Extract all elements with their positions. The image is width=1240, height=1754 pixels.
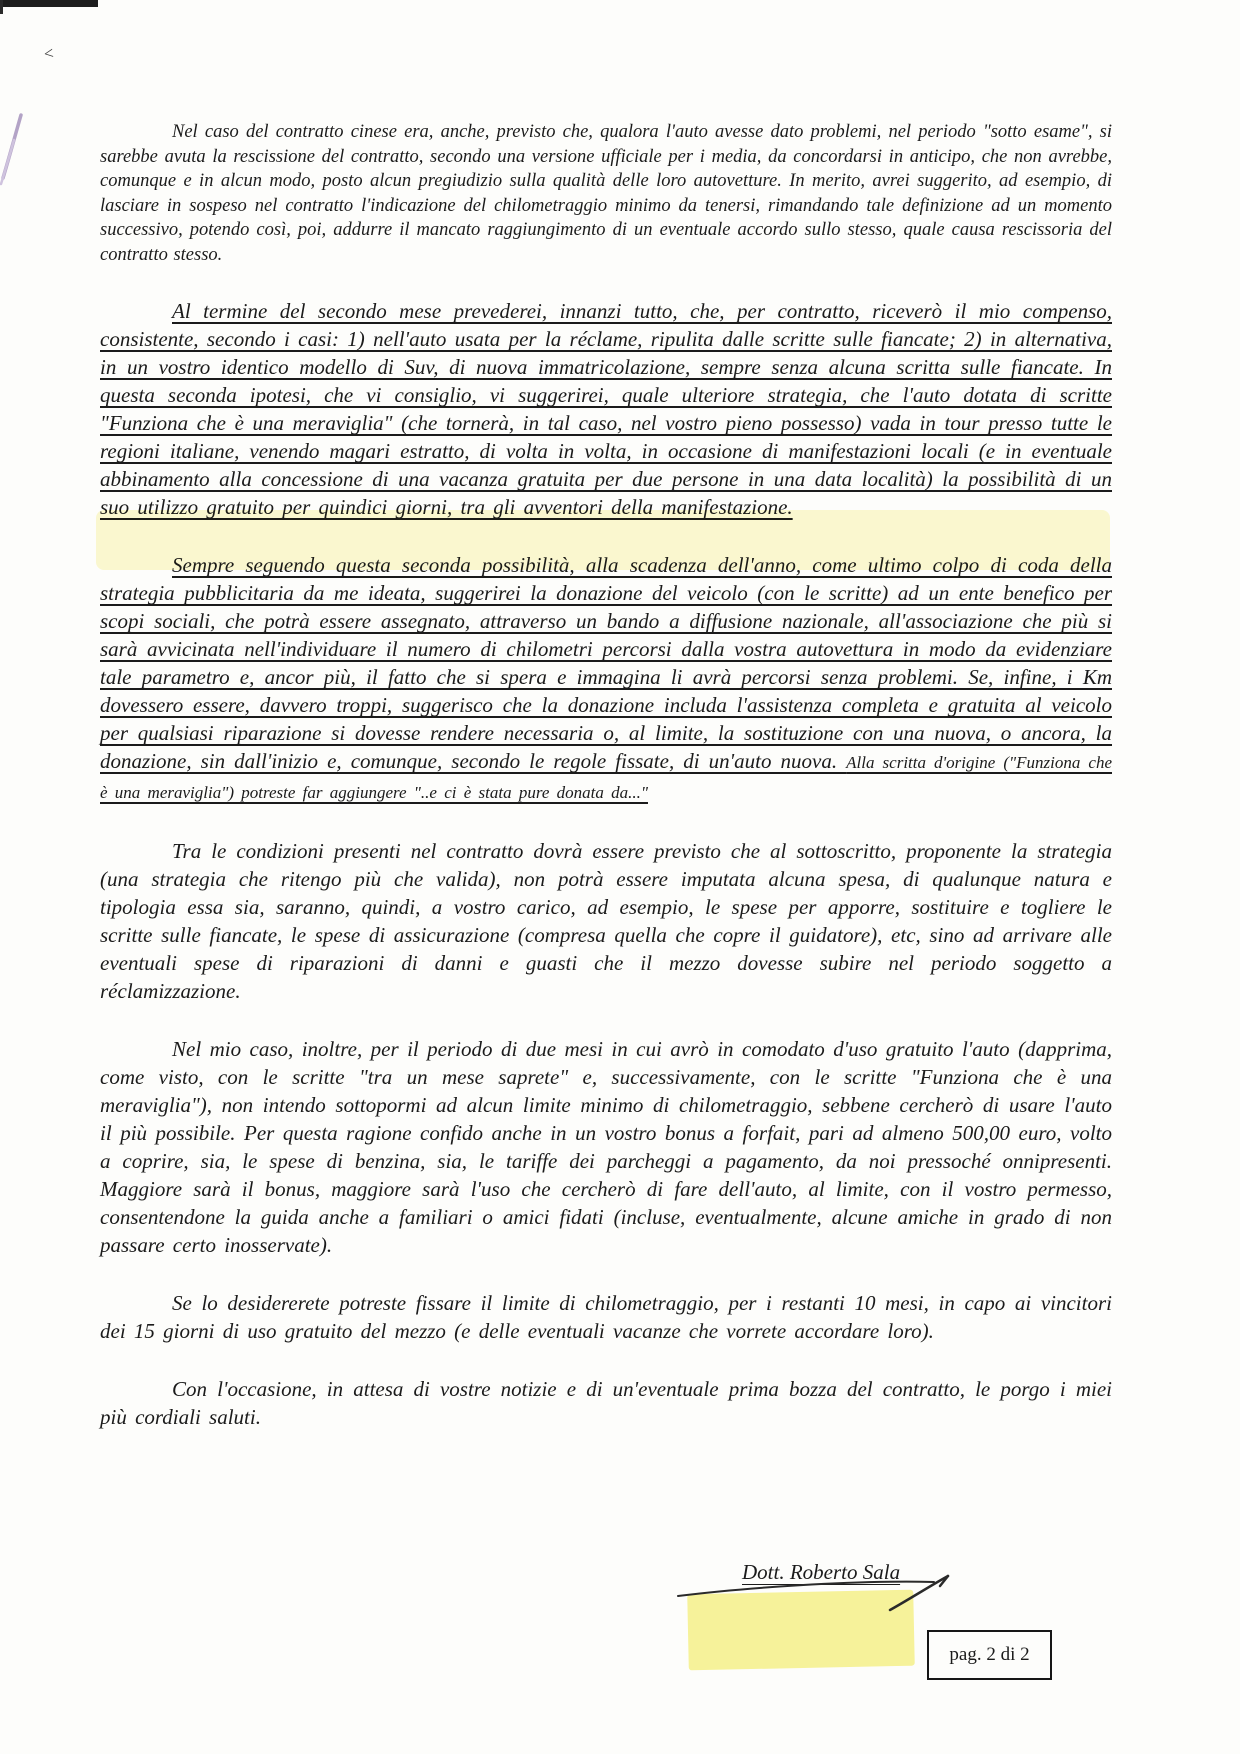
page-number-stamp: [927, 1630, 1052, 1680]
page-number-label: pag. 2 di 2: [949, 1644, 1030, 1665]
paragraph-personal-use: Nel mio caso, inoltre, per il periodo di due mesi in cui avrò in comodato d'uso gratuito l'auto (dapprima, come visto, con le scritte "tra un mese saprete" e, successivamente, con le scritte "Funziona che è una meraviglia"), non intendo sottopormi ad alcun limite minimo di chilometraggio, sebbene cercherò di usare l'auto il più possibile. Per questa ragione confido anche in un vostro bonus a forfait, pari ad almeno 500,00 euro, volto a coprire, sia, le spese di benzina, sia, le tariffe dei parcheggi a pagamento, da noi pressoché onnipresenti. Maggiore sarà il bonus, maggiore sarà l'uso che cercherò di fare dell'auto, al limite, con il vostro permesso, consentendone la guida anche a familiari o amici fidati (incluse, eventualmente, alcune amiche in grado di non passare certo inosservate).: [100, 1037, 1112, 1257]
scan-edge-artifact-top: [0, 0, 98, 7]
paragraph-donation-strategy-tail: Alla scritta d'origine ("Funziona che è una meraviglia") potreste far aggiungere "..e ci è stata pure donata da...": [100, 753, 1112, 802]
letter-body: [100, 120, 1112, 1461]
paragraph-contract-clause: Nel caso del contratto cinese era, anche, previsto che, qualora l'auto avesse dato problemi, nel periodo "sotto esame", si sarebbe avuta la rescissione del contratto, secondo una versione ufficiale per i media, da concordarsi in anticipo, che non avrebbe, comunque e in alcun modo, posto alcun pregiudizio sulla qualità delle loro autovetture. In merito, avrei suggerito, ad esempio, di lasciare in sospeso nel contratto l'indicazione del chilometraggio minimo da tenersi, rimandando tale definizione ad un momento successivo, potendo così, poi, addurre il mancato raggiungimento di un eventuale accordo sullo stesso, quale causa rescissoria del contratto stesso.: [100, 122, 1112, 265]
scan-edge-artifact-left: [0, 0, 3, 14]
paragraph-compensation: Al termine del secondo mese prevederei, innanzi tutto, che, per contratto, riceverò il mio compenso, consistente, secondo i casi: 1) nell'auto usata per la réclame, ripulita dalle scritte sulle fiancate; 2) in alternativa, in un vostro identico modello di Suv, di nuova immatricolazione, sempre senza alcuna scritta sulle fiancate. In questa seconda ipotesi, che vi consiglio, vi suggerirei, quale ulteriore strategia, che l'auto dotata di scritte "Funziona che è una meraviglia" (che tornerà, in tal caso, nel vostro pieno possesso) vada in tour presso tutte le regioni italiane, venendo magari estratto, di volta in volta, in occasione di manifestazioni locali (e in eventuale abbinamento alla concessione di una vacanza gratuita per due persone in una data località) la possibilità di un suo utilizzo gratuito per quindici giorni, tra gli avventori della manifestazione.: [100, 299, 1112, 519]
pen-scribble-left-margin: [0, 112, 24, 191]
paragraph-donation-strategy: [100, 551, 1112, 807]
paragraph-closing: Con l'occasione, in attesa di vostre notizie e di un'eventuale prima bozza del contratto, le porgo i miei più cordiali saluti.: [100, 1377, 1112, 1429]
paragraph-donation-strategy-body: Sempre seguendo questa seconda possibilità, alla scadenza dell'anno, come ultimo colpo di coda della strategia pubblicitaria da me ideata, suggerirei la donazione del veicolo (con le scritte) ad un ente benefico per scopi sociali, che potrà essere assegnato, attraverso un bando a diffusione nazionale, all'associazione che più si sarà avvicinata nell'individuare il numero di chilometri percorsi dalla vostra autovettura in modo da evidenziare tale parametro e, ancor più, il fatto che si spera e immagina li avrà percorsi senza problemi. Se, infine, i Km dovessero essere, davvero troppi, suggerisco che la donazione includa l'assistenza completa e gratuita al veicolo per qualsiasi riparazione si dovesse rendere necessaria o, al limite, la sostituzione con una nuova, o ancora, la donazione, sin dall'inizio e, comunque, secondo le regole fissate, di un'auto nuova.: [100, 553, 1112, 773]
paragraph-mileage-limit: Se lo desidererete potreste fissare il limite di chilometraggio, per i restanti 10 mesi, in capo ai vincitori dei 15 giorni di uso gratuito del mezzo (e delle eventuali vacanze che vorrete accordare loro).: [100, 1291, 1112, 1343]
pen-mark-arrow: <: [42, 43, 55, 64]
signature-name: Dott. Roberto Sala: [742, 1560, 901, 1584]
signature-pen-flourish: [672, 1566, 982, 1631]
paragraph-conditions: Tra le condizioni presenti nel contratto dovrà essere previsto che al sottoscritto, proponente la strategia (una strategia che ritengo più che valida), non potrà essere imputata alcuna spesa, di qualunque natura e tipologia essa sia, saranno, quindi, a vostro carico, ad esempio, le spese per apporre, sostituire e togliere le scritte sulle fiancate, le spese di assicurazione (compresa quella che copre il guidatore), etc, sino ad arrivare alle eventuali spese di riparazioni di danni e guasti che il mezzo dovesse subire nel periodo soggetto a réclamizzazione.: [100, 839, 1112, 1003]
